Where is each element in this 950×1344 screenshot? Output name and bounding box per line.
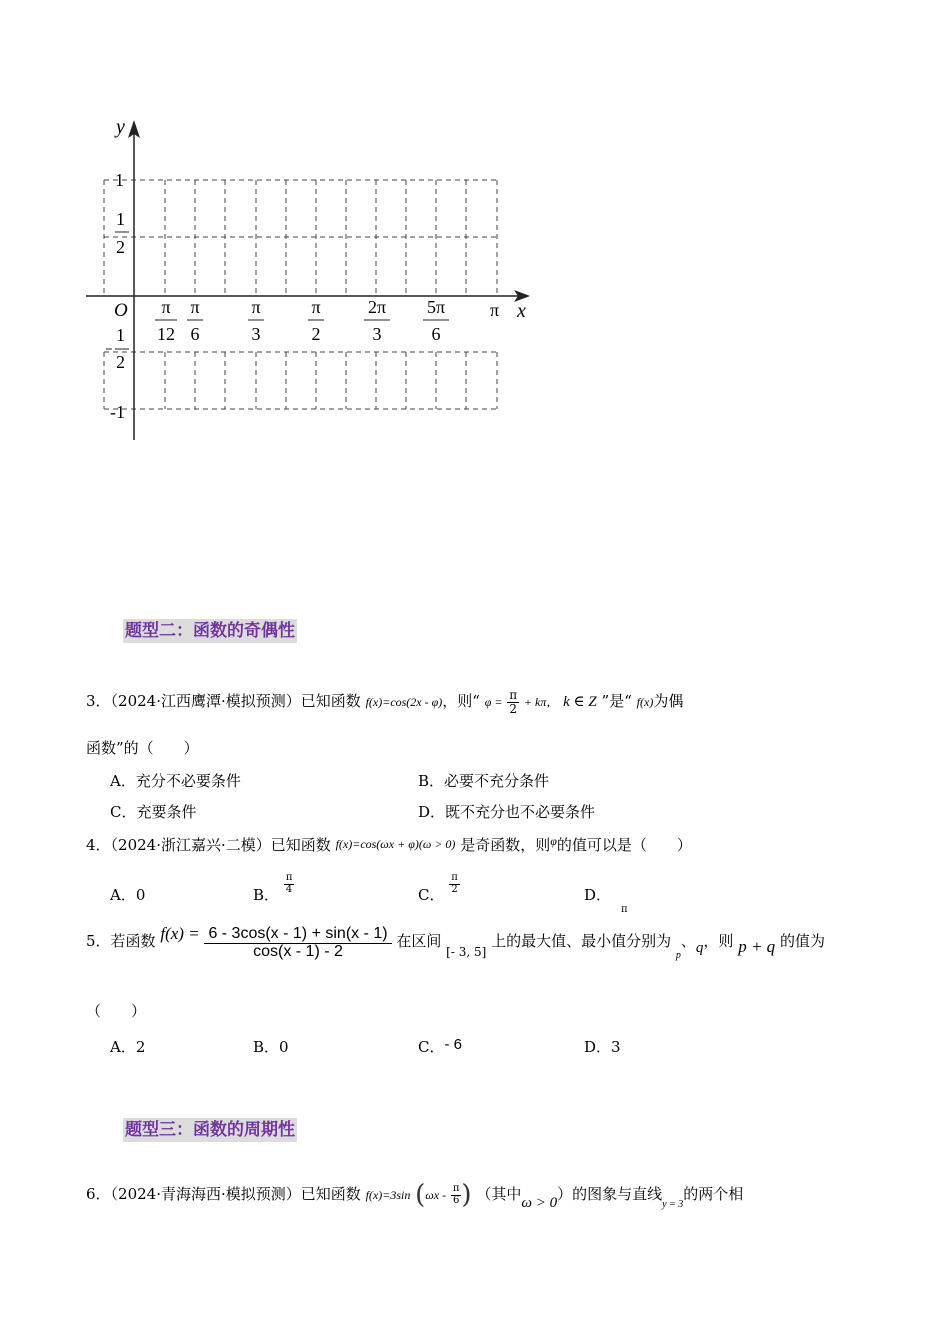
q4-option-b[interactable]: B． $\frac{\pi}{4}$: [253, 872, 293, 904]
q6-text-c: ）的图象与直线: [557, 1185, 663, 1203]
q3-option-a[interactable]: A．充分不必要条件: [110, 772, 241, 790]
x-tick-pi: π: [490, 300, 500, 320]
q5-option-b[interactable]: B．0: [253, 1038, 289, 1056]
x-tick-4-num: 2π: [367, 297, 387, 317]
q3-text-c: ”是“: [601, 692, 632, 710]
q5-option-a[interactable]: A．2: [110, 1038, 146, 1056]
q3-option-c[interactable]: C．充要条件: [110, 803, 197, 821]
x-tick-3: [308, 297, 324, 344]
q3-source: （2024·江西鹰潭·模拟预测）: [110, 692, 301, 710]
question-4: [86, 834, 692, 855]
x-tick-2: [248, 297, 264, 344]
x-tick-5: [423, 297, 449, 344]
q3-line2: 函数”的（ ）: [86, 739, 199, 757]
q5-text-b: 在区间: [396, 932, 442, 950]
y-tick-half-den: 2: [116, 237, 125, 257]
x-tick-3-num: π: [311, 297, 321, 317]
q6-cond: ω > 0: [521, 1195, 558, 1211]
q5-text-e: 的值为: [779, 932, 825, 950]
question-6: 6．（2024·青海海西·模拟预测）已知函数 f(x)=3sin (ωx - $\frac{\pi}{6}$ ) （其中ω > 0）的图象与直线$_{y = 3}$的两个相: [86, 1180, 744, 1211]
q3-text-d: 为偶: [653, 692, 684, 710]
q3-number: 3．: [86, 692, 111, 710]
section-heading-periodicity: 题型三：函数的周期性: [125, 1120, 295, 1140]
q4-option-a[interactable]: A．0: [110, 886, 146, 904]
q4-option-b-fraction: $\frac{\pi}{4}$: [285, 872, 293, 895]
q3-cond-right: + kπ，: [523, 695, 559, 709]
x-tick-1-den: 6: [190, 324, 200, 344]
y-tick-neg-half-num: 1: [116, 325, 125, 345]
y-tick-half-num: 1: [116, 209, 125, 229]
q3-cond-set: k ∈ Z: [563, 694, 597, 710]
q5-fraction: $\frac{6 - 3\cos(x - 1) + \sin(x - 1)}{\cos(x - 1) - 2}$: [204, 926, 391, 961]
q3-text-b: ，则“: [442, 692, 480, 710]
q3-cond-left: φ =: [484, 695, 503, 709]
x-tick-2-num: π: [251, 297, 261, 317]
x-tick-4: [364, 297, 390, 344]
question-5: [86, 926, 825, 961]
q5-sep: 、: [680, 932, 696, 950]
q4-text-b: 是奇函数，则: [460, 836, 551, 854]
x-tick-0-num: π: [161, 297, 171, 317]
q4-function: f(x)=cos(ωx + φ)(ω > 0): [335, 837, 456, 851]
q5-text-d: ，则: [703, 932, 734, 950]
q5-interval: [- 3, 5]: [446, 945, 487, 959]
grid-lines: [104, 180, 500, 409]
q3-function: f(x)=cos(2x - φ): [365, 695, 443, 709]
q5-sum: p + q: [738, 937, 776, 956]
q3-text-a: 已知函数: [300, 692, 361, 710]
q6-number: 6．: [86, 1185, 111, 1203]
section-heading-parity: 题型二：函数的奇偶性: [125, 621, 295, 641]
q6-text-d: 的两个相: [683, 1185, 744, 1203]
q4-number: 4．: [86, 836, 111, 854]
q6-text-a: 已知函数: [300, 1185, 361, 1203]
y-tick-neg-1: -1: [110, 402, 125, 422]
q5-text-c: 上的最大值、最小值分别为: [491, 932, 672, 950]
x-tick-3-den: 2: [311, 324, 321, 344]
x-tick-4-den: 3: [372, 324, 382, 344]
y-axis-label: y: [116, 116, 125, 138]
q4-option-d[interactable]: D．$_\pi$: [584, 886, 628, 915]
y-tick-neg-half-den: 2: [116, 352, 125, 372]
q4-var: φ: [550, 834, 557, 848]
q5-option-d[interactable]: D．3: [584, 1038, 621, 1056]
q4-option-c-fraction: $\frac{\pi}{2}$: [451, 872, 458, 895]
q5-option-c[interactable]: C．- 6: [418, 1036, 462, 1056]
q3-cond-fraction: $\frac{\pi}{2}$: [509, 687, 518, 716]
coordinate-grid-graph: [0, 0, 950, 460]
x-tick-1-num: π: [190, 297, 200, 317]
q5-line2: （ ）: [86, 1002, 147, 1020]
q6-source: （2024·青海海西·模拟预测）: [110, 1185, 301, 1203]
q6-arg: ωx -: [425, 1188, 447, 1202]
x-tick-5-den: 6: [431, 324, 441, 344]
q4-text-a: 已知函数: [270, 836, 331, 854]
q5-q: q: [695, 940, 704, 956]
q5-func-lhs: f(x) =: [160, 924, 200, 943]
x-tick-0-den: 12: [157, 324, 175, 344]
q3-option-b[interactable]: B．必要不充分条件: [418, 772, 550, 790]
q4-source: （2024·浙江嘉兴·二模）: [110, 836, 271, 854]
origin-label: O: [114, 300, 128, 321]
x-tick-1: [187, 297, 203, 344]
question-3: [86, 681, 683, 722]
q6-line: y = 3: [662, 1199, 684, 1210]
q5-p: p: [675, 950, 681, 961]
q3-func-short: f(x): [636, 695, 654, 709]
y-tick-1: 1: [115, 170, 124, 190]
q4-option-c[interactable]: C． $\frac{\pi}{2}$: [418, 872, 458, 904]
q5-text-a: 若函数: [110, 932, 156, 950]
x-axis-label: x: [517, 300, 526, 322]
x-tick-5-num: 5π: [426, 297, 446, 317]
x-tick-0: [155, 297, 177, 344]
q6-func-lhs: f(x)=3sin: [365, 1188, 411, 1202]
q5-number: 5．: [86, 932, 111, 950]
q3-option-d[interactable]: D．既不充分也不必要条件: [418, 803, 596, 821]
q4-text-c: 的值可以是（ ）: [556, 836, 692, 854]
q6-arg-fraction: $\frac{\pi}{6}$: [452, 1183, 460, 1206]
q6-text-b: （其中: [476, 1185, 522, 1203]
x-tick-2-den: 3: [251, 324, 261, 344]
